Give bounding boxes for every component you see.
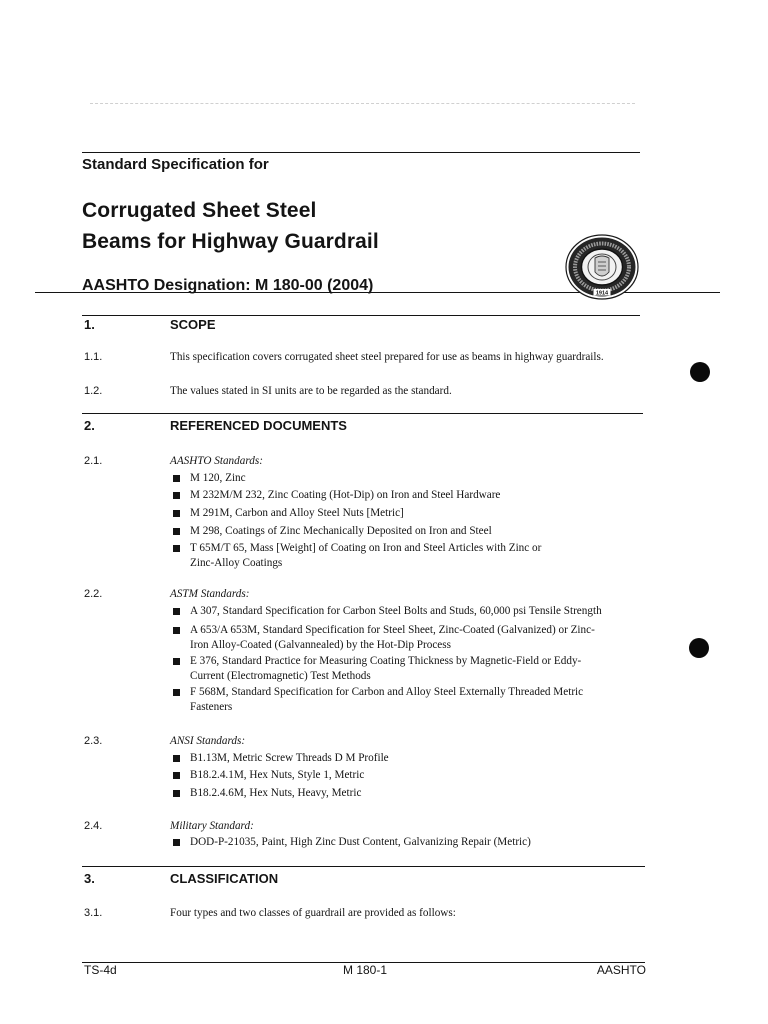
reference-text: M 291M, Carbon and Alloy Steel Nuts [Metric] bbox=[190, 507, 404, 519]
reference-text: E 376, Standard Practice for Measuring Coating Thickness by Magnetic-Field or Eddy- Current (Electromagnetic) Test Methods bbox=[190, 655, 582, 682]
document-subtitle: Standard Specification for bbox=[82, 156, 269, 173]
paragraph-number: 2.1. bbox=[84, 455, 103, 467]
scan-artifact-line bbox=[90, 103, 635, 104]
header-rule bbox=[82, 152, 640, 153]
reference-text: DOD-P-21035, Paint, High Zinc Dust Content, Galvanizing Repair (Metric) bbox=[190, 836, 531, 848]
footer-publisher: AASHTO bbox=[596, 963, 646, 977]
reference-text: M 232M/M 232, Zinc Coating (Hot-Dip) on Iron and Steel Hardware bbox=[190, 489, 501, 501]
section-title: SCOPE bbox=[170, 317, 216, 332]
square-bullet-icon bbox=[173, 772, 180, 779]
reference-text: A 307, Standard Specification for Carbon Steel Bolts and Studs, 60,000 psi Tensile Strength bbox=[190, 605, 602, 617]
footer-page-number: M 180-1 bbox=[342, 963, 388, 977]
document-title-line-2: Beams for Highway Guardrail bbox=[82, 230, 379, 253]
section-number: 1. bbox=[84, 317, 95, 332]
paragraph-number: 1.1. bbox=[84, 351, 103, 363]
punch-hole-icon bbox=[689, 638, 709, 658]
document-title-line-1: Corrugated Sheet Steel bbox=[82, 199, 317, 222]
standards-group-heading: AASHTO Standards: bbox=[170, 455, 263, 467]
paragraph-number: 2.3. bbox=[84, 735, 103, 747]
reference-text: F 568M, Standard Specification for Carbon and Alloy Steel Externally Threaded Metric Fasteners bbox=[190, 686, 584, 713]
reference-text: T 65M/T 65, Mass [Weight] of Coating on Iron and Steel Articles with Zinc or Zinc-Alloy Coatings bbox=[190, 542, 542, 569]
aashto-seal-logo bbox=[565, 234, 639, 300]
square-bullet-icon bbox=[173, 790, 180, 797]
square-bullet-icon bbox=[173, 689, 180, 696]
reference-text: M 298, Coatings of Zinc Mechanically Deposited on Iron and Steel bbox=[190, 525, 492, 537]
section-title: REFERENCED DOCUMENTS bbox=[170, 418, 347, 433]
square-bullet-icon bbox=[173, 608, 180, 615]
footer-document-code: TS-4d bbox=[84, 963, 117, 977]
square-bullet-icon bbox=[173, 839, 180, 846]
section-rule bbox=[82, 866, 645, 867]
square-bullet-icon bbox=[173, 510, 180, 517]
paragraph-number: 3.1. bbox=[84, 907, 103, 919]
punch-hole-icon bbox=[690, 362, 710, 382]
section-number: 2. bbox=[84, 418, 95, 433]
section-rule bbox=[82, 315, 640, 316]
standards-group-heading: Military Standard: bbox=[170, 820, 254, 832]
paragraph-text: This specification covers corrugated sheet steel prepared for use as beams in highway guardrails. bbox=[170, 351, 604, 363]
square-bullet-icon bbox=[173, 755, 180, 762]
reference-text: B1.13M, Metric Screw Threads D M Profile bbox=[190, 752, 389, 764]
square-bullet-icon bbox=[173, 528, 180, 535]
standards-group-heading: ASTM Standards: bbox=[170, 588, 250, 600]
reference-text: B18.2.4.1M, Hex Nuts, Style 1, Metric bbox=[190, 769, 365, 781]
paragraph-text: The values stated in SI units are to be regarded as the standard. bbox=[170, 385, 452, 397]
designation-heading: AASHTO Designation: M 180-00 (2004) bbox=[82, 277, 374, 294]
reference-text: M 120, Zinc bbox=[190, 472, 246, 484]
reference-text: B18.2.4.6M, Hex Nuts, Heavy, Metric bbox=[190, 787, 362, 799]
paragraph-text: Four types and two classes of guardrail are provided as follows: bbox=[170, 907, 456, 919]
section-rule bbox=[82, 413, 643, 414]
paragraph-number: 2.4. bbox=[84, 820, 103, 832]
standards-group-heading: ANSI Standards: bbox=[170, 735, 246, 747]
section-number: 3. bbox=[84, 871, 95, 886]
seal-year: 1914 bbox=[595, 290, 609, 297]
square-bullet-icon bbox=[173, 492, 180, 499]
square-bullet-icon bbox=[173, 627, 180, 634]
paragraph-number: 1.2. bbox=[84, 385, 103, 397]
section-title: CLASSIFICATION bbox=[170, 871, 279, 886]
square-bullet-icon bbox=[173, 658, 180, 665]
reference-text: A 653/A 653M, Standard Specification for Steel Sheet, Zinc-Coated (Galvanized) or Zinc- Iron Alloy-Coated (Galvannealed) by the Hot-Dip Process bbox=[190, 624, 595, 651]
square-bullet-icon bbox=[173, 545, 180, 552]
square-bullet-icon bbox=[173, 475, 180, 482]
paragraph-number: 2.2. bbox=[84, 588, 103, 600]
